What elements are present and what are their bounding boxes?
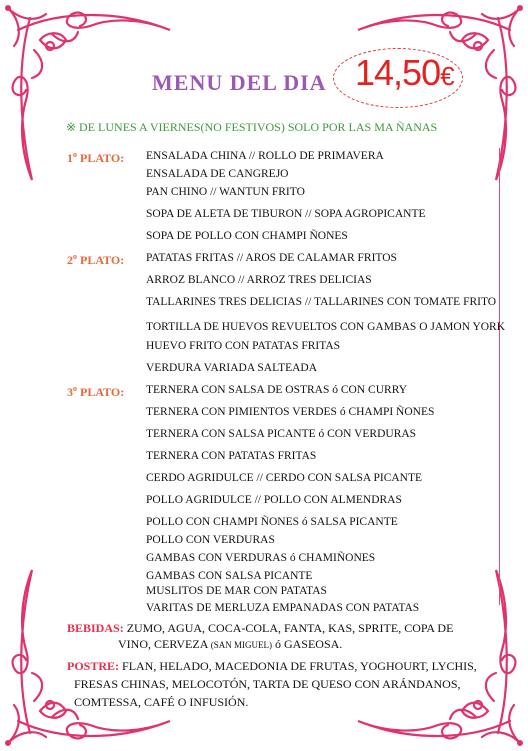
course-line: SOPA DE ALETA DE TIBURON // SOPA AGROPICANTE (146, 208, 426, 220)
course-label-second: 2$^o$ PLATO: (67, 252, 125, 267)
dessert-line-2: FRESAS CHINAS, MELOCOTÓN, TARTA DE QUESO CON ARÁNDANOS, (74, 677, 461, 691)
course-line: MUSLITOS DE MAR CON PATATAS (146, 585, 327, 597)
course-line: POLLO AGRIDULCE // POLLO CON ALMENDRAS (146, 494, 402, 506)
course-line: ARROZ BLANCO // ARROZ TRES DELICIAS (146, 274, 372, 286)
course-line: CERDO AGRIDULCE // CERDO CON SALSA PICANTE (146, 472, 423, 484)
course-line: SOPA DE POLLO CON CHAMPI ÑONES (146, 230, 348, 242)
dessert-line-1: POSTRE: FLAN, HELADO, MACEDONIA DE FRUTAS, YOGHOURT, LYCHIS, (67, 659, 477, 673)
course-line: TALLARINES TRES DELICIAS // TALLARINES CON TOMATE FRITO (146, 296, 497, 308)
course-line: TERNERA CON PATATAS FRITAS (146, 450, 317, 462)
drinks-line-1: BEBIDAS: ZUMO, AGUA, COCA-COLA, FANTA, KAS, SPRITE, COPA DE (67, 621, 454, 635)
course-line: HUEVO FRITO CON PATATAS FRITAS (146, 340, 341, 352)
course-line: TORTILLA DE HUEVOS REVUELTOS CON GAMBAS O JAMON YORK (146, 321, 506, 333)
drinks-line-2: VINO, CERVEZA (SAN MIGUEL) ó GASEOSA. (118, 637, 343, 651)
course-line: VARITAS DE MERLUZA EMPANADAS CON PATATAS (146, 602, 420, 614)
course-line: PATATAS FRITAS // AROS DE CALAMAR FRITOS (146, 252, 397, 264)
price-value: 14,50 (355, 52, 441, 93)
course-line: ENSALADA CHINA // ROLLO DE PRIMAVERA (146, 150, 384, 162)
course-label-third: 3$^o$ PLATO: (67, 384, 125, 399)
course-line: PAN CHINO // WANTUN FRITO (146, 186, 305, 198)
price-currency: € (440, 61, 454, 91)
course-line: POLLO CON VERDURAS (146, 534, 275, 546)
course-line: GAMBAS CON VERDURAS ó CHAMIÑONES (146, 552, 376, 564)
availability-note: ※ DE LUNES A VIERNES(NO FESTIVOS) SOLO POR LAS MA ÑANAS (66, 120, 438, 134)
dessert-label: POSTRE: (67, 659, 120, 673)
course-line: TERNERA CON SALSA DE OSTRAS ó CON CURRY (146, 384, 408, 396)
course-line: GAMBAS CON SALSA PICANTE (146, 570, 313, 582)
dessert-line-3: COMTESSA, CAFÉ O INFUSIÓN. (74, 695, 249, 709)
course-line: POLLO CON CHAMPI ÑONES ó SALSA PICANTE (146, 516, 398, 528)
course-line: ENSALADA DE CANGREJO (146, 168, 289, 180)
price-tag (355, 52, 454, 94)
drinks-label: BEBIDAS: (67, 621, 124, 635)
course-line: VERDURA VARIADA SALTEADA (146, 362, 318, 374)
course-label-first: 1$^o$ PLATO: (67, 150, 125, 165)
course-line: TERNERA CON SALSA PICANTE ó CON VERDURAS (146, 428, 417, 440)
menu-title: MENU DEL DIA (152, 70, 327, 95)
course-line: TERNERA CON PIMIENTOS VERDES ó CHAMPI ÑONES (146, 406, 435, 418)
right-divider-line (499, 148, 500, 605)
